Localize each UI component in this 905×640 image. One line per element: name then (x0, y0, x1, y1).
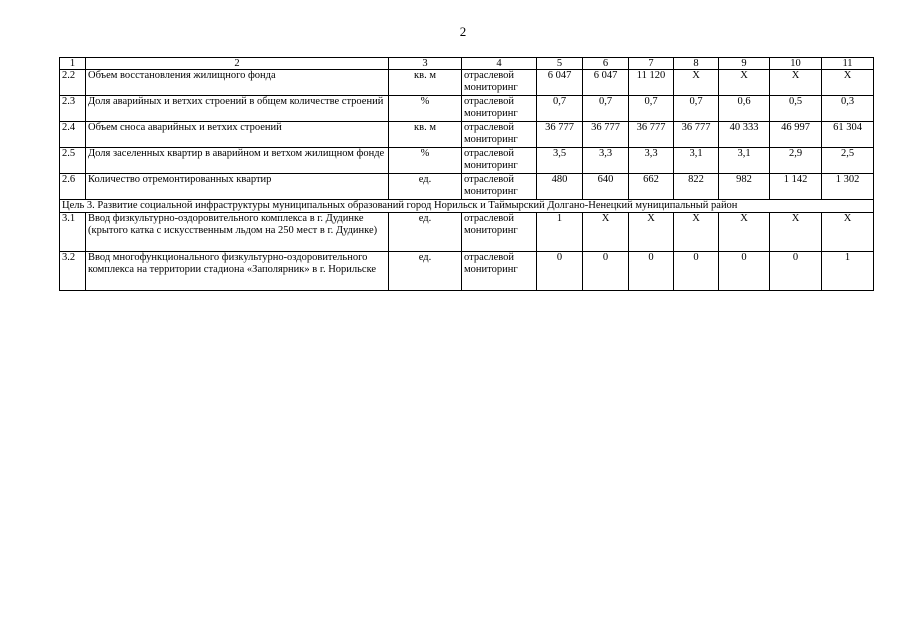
value-cell: 61 304 (822, 122, 874, 148)
value-cell: 822 (674, 174, 719, 200)
value-cell: 662 (629, 174, 674, 200)
source-cell: отраслевой мониторинг (462, 174, 537, 200)
value-cell: 0,3 (822, 96, 874, 122)
column-header: 8 (674, 58, 719, 70)
value-cell: 36 777 (583, 122, 629, 148)
indicator-name: Объем восстановления жилищного фонда (86, 70, 389, 96)
column-header: 10 (770, 58, 822, 70)
value-cell: 0,7 (583, 96, 629, 122)
page-number: 2 (459, 24, 467, 39)
value-cell: 3,3 (583, 148, 629, 174)
value-cell: 6 047 (537, 70, 583, 96)
value-cell: 46 997 (770, 122, 822, 148)
row-number: 2.2 (60, 70, 86, 96)
table-row (60, 96, 874, 122)
value-cell: 3,1 (719, 148, 770, 174)
value-cell: 0 (583, 252, 629, 291)
value-cell: 3,5 (537, 148, 583, 174)
value-cell: 36 777 (674, 122, 719, 148)
value-cell: 1 302 (822, 174, 874, 200)
row-number: 3.1 (60, 213, 86, 252)
column-header: 11 (822, 58, 874, 70)
table-row (60, 174, 874, 200)
row-number: 3.2 (60, 252, 86, 291)
column-header: 6 (583, 58, 629, 70)
value-cell: 982 (719, 174, 770, 200)
value-cell: 0,6 (719, 96, 770, 122)
indicators-table (59, 57, 874, 291)
value-cell: 0 (719, 252, 770, 291)
unit-cell: ед. (389, 252, 462, 291)
value-cell: 0 (674, 252, 719, 291)
value-cell: 11 120 (629, 70, 674, 96)
value-cell: 40 333 (719, 122, 770, 148)
table-row (60, 70, 874, 96)
indicator-name: Ввод многофункционального физкультурно-оздоровительного комплекса на территории стадиона «Заполярник» в г. Норильске (86, 252, 389, 291)
unit-cell: ед. (389, 213, 462, 252)
column-header: 5 (537, 58, 583, 70)
table-row (60, 213, 874, 252)
unit-cell: % (389, 148, 462, 174)
value-cell: 3,3 (629, 148, 674, 174)
value-cell: Х (770, 70, 822, 96)
source-cell: отраслевой мониторинг (462, 213, 537, 252)
value-cell: 0,5 (770, 96, 822, 122)
table-header-row (60, 58, 874, 70)
table-row (60, 122, 874, 148)
value-cell: 36 777 (629, 122, 674, 148)
value-cell: 1 142 (770, 174, 822, 200)
value-cell: 0,7 (674, 96, 719, 122)
row-number: 2.5 (60, 148, 86, 174)
column-header: 7 (629, 58, 674, 70)
table-row (60, 148, 874, 174)
indicator-name: Доля аварийных и ветхих строений в общем количестве строений (86, 96, 389, 122)
source-cell: отраслевой мониторинг (462, 70, 537, 96)
value-cell: Х (719, 213, 770, 252)
value-cell: Х (674, 213, 719, 252)
value-cell: 36 777 (537, 122, 583, 148)
value-cell: 2,9 (770, 148, 822, 174)
value-cell: Х (629, 213, 674, 252)
goal-heading: Цель 3. Развитие социальной инфраструктуры муниципальных образований город Норильск и Таймырский Долгано-Ненецкий муниципальный район (60, 200, 874, 213)
indicator-name: Количество отремонтированных квартир (86, 174, 389, 200)
value-cell: Х (583, 213, 629, 252)
source-cell: отраслевой мониторинг (462, 252, 537, 291)
row-number: 2.6 (60, 174, 86, 200)
row-number: 2.3 (60, 96, 86, 122)
value-cell: 0,7 (537, 96, 583, 122)
value-cell: 2,5 (822, 148, 874, 174)
value-cell: 480 (537, 174, 583, 200)
value-cell: Х (770, 213, 822, 252)
column-header: 3 (389, 58, 462, 70)
column-header: 4 (462, 58, 537, 70)
value-cell: 0 (770, 252, 822, 291)
source-cell: отраслевой мониторинг (462, 148, 537, 174)
source-cell: отраслевой мониторинг (462, 96, 537, 122)
value-cell: 3,1 (674, 148, 719, 174)
unit-cell: ед. (389, 174, 462, 200)
value-cell: 1 (537, 213, 583, 252)
column-header: 2 (86, 58, 389, 70)
value-cell: Х (822, 70, 874, 96)
goal-row (60, 200, 874, 213)
table-row (60, 252, 874, 291)
value-cell: 1 (822, 252, 874, 291)
value-cell: Х (822, 213, 874, 252)
value-cell: 640 (583, 174, 629, 200)
indicator-name: Доля заселенных квартир в аварийном и ветхом жилищном фонде (86, 148, 389, 174)
value-cell: 6 047 (583, 70, 629, 96)
value-cell: Х (719, 70, 770, 96)
value-cell: 0 (629, 252, 674, 291)
value-cell: 0,7 (629, 96, 674, 122)
unit-cell: кв. м (389, 122, 462, 148)
source-cell: отраслевой мониторинг (462, 122, 537, 148)
row-number: 2.4 (60, 122, 86, 148)
unit-cell: % (389, 96, 462, 122)
unit-cell: кв. м (389, 70, 462, 96)
indicator-name: Объем сноса аварийных и ветхих строений (86, 122, 389, 148)
value-cell: Х (674, 70, 719, 96)
indicator-name: Ввод физкультурно-оздоровительного комплекса в г. Дудинке (крытого катка с искусственным льдом на 250 мест в г. Дудинке) (86, 213, 389, 252)
column-header: 1 (60, 58, 86, 70)
value-cell: 0 (537, 252, 583, 291)
column-header: 9 (719, 58, 770, 70)
